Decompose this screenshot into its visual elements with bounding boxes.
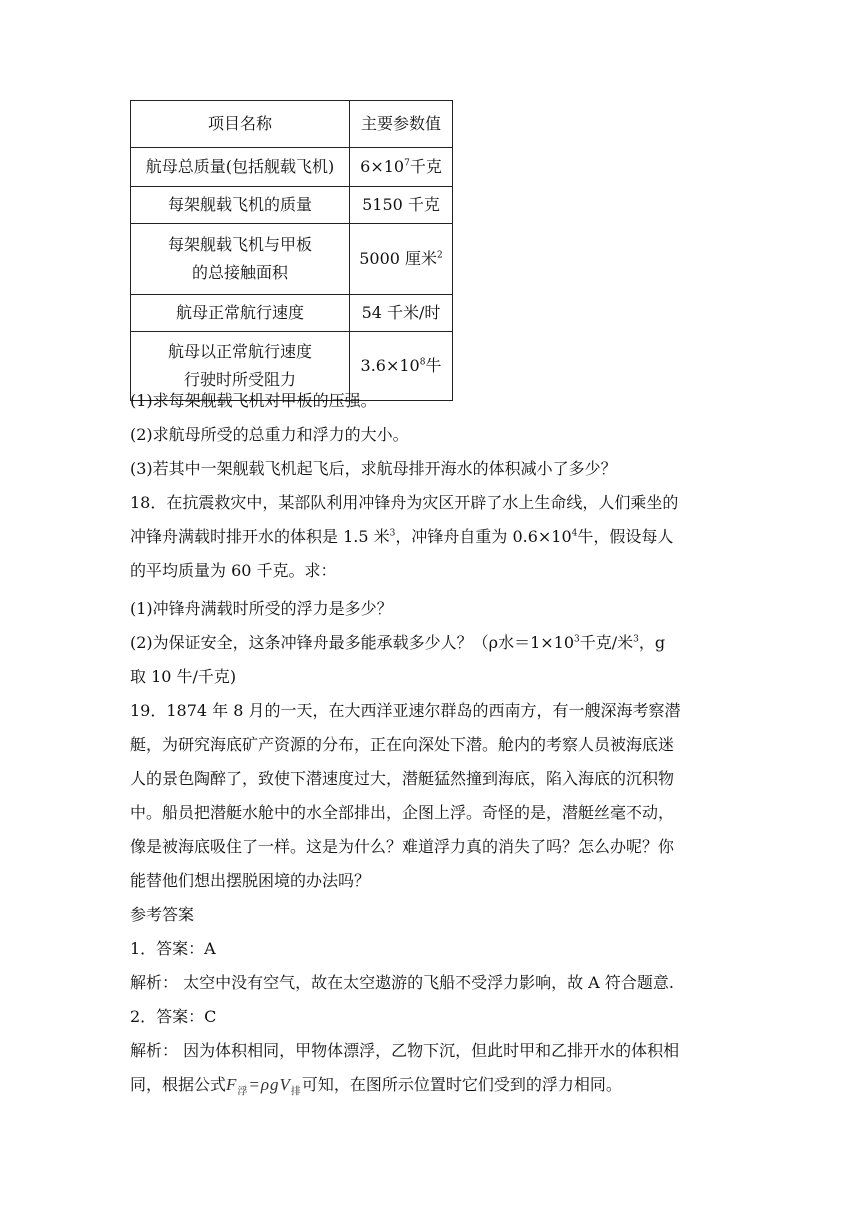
q19-line: 19．1874 年 8 月的一天，在大西洋亚速尔群岛的西南方，有一艘深海考察潜 (130, 701, 681, 720)
table-cell-name: 每架舰载飞机与甲板 的总接触面积 (131, 224, 350, 295)
q19-line: 能替他们想出摆脱困境的办法吗？ (130, 871, 371, 890)
answers-heading: 参考答案 (130, 905, 195, 924)
q17-sub3: (3)若其中一架舰载飞机起飞后，求航母排开海水的体积减小了多少？ (130, 459, 617, 478)
table-header-row (131, 101, 453, 148)
table-cell-name: 航母总质量(包括舰载飞机) (131, 148, 350, 187)
table-cell-name: 每架舰载飞机的质量 (131, 187, 350, 224)
buoyancy-formula: $F_浮=\rho gV_排$ (226, 1075, 302, 1098)
q18-sub2: (2)为保证安全，这条冲锋舟最多能承载多少人？（ρ水$=1\times 10^3$千克/米$^3$，g (130, 633, 666, 652)
table-cell-value: $6\times 10^7$千克 (350, 148, 453, 187)
table-cell-name: 航母正常航行速度 (131, 295, 350, 332)
q19-line: 艇，为研究海底矿产资源的分布，正在向深处下潜。舱内的考察人员被海底迷 (130, 735, 675, 754)
q18-line2: 冲锋舟满载时排开水的体积是 1.5 米$^3$，冲锋舟自重为 $0.6\times 10^4$牛，假设每人 (130, 527, 674, 546)
table-header-name: 项目名称 (131, 101, 350, 148)
table-cell-value: 54 千米/时 (350, 295, 453, 332)
q19-line: 中。船员把潜艇水舱中的水全部排出，企图上浮。奇怪的是，潜艇丝毫不动， (130, 803, 675, 822)
answer-2-analysis: 解析： 因为体积相同，甲物体漂浮，乙物下沉，但此时甲和乙排开水的体积相 (130, 1041, 680, 1060)
q18-sub2-cont: 取 10 牛/千克) (130, 667, 237, 686)
answer-1: 1．答案：A (130, 939, 216, 958)
table-cell-value: 5000 厘米$^2$ (350, 224, 453, 295)
q19-line: 像是被海底吸住了一样。这是为什么？难道浮力真的消失了吗？怎么办呢？你 (130, 837, 675, 856)
answer-2: 2．答案：C (130, 1007, 217, 1026)
table-row (131, 224, 453, 295)
table-row (131, 295, 453, 332)
parameter-table (130, 100, 453, 401)
table-cell-value: 5150 千克 (350, 187, 453, 224)
q19-line: 人的景色陶醉了，致使下潜速度过大，潜艇猛然撞到海底，陷入海底的沉积物 (130, 769, 675, 788)
answer-2-analysis-cont: 同，根据公式$F_浮=\rho gV_排$可知，在图所示位置时它们受到的浮力相同。 (130, 1074, 622, 1103)
table-cell-value: $3.6\times 10^8$牛 (350, 332, 453, 401)
table-cell-name: 航母以正常航行速度 行驶时所受阻力 (131, 332, 350, 401)
q18-line3: 的平均质量为 60 千克。求： (130, 561, 337, 580)
table-header-value: 主要参数值 (350, 101, 453, 148)
answer-1-analysis: 解析： 太空中没有空气，故在太空遨游的飞船不受浮力影响，故 A 符合题意. (130, 973, 674, 992)
table-row (131, 187, 453, 224)
q18-line1: 18．在抗震救灾中，某部队利用冲锋舟为灾区开辟了水上生命线，人们乘坐的 (130, 493, 679, 512)
table-row (131, 148, 453, 187)
q17-sub1: (1)求每架舰载飞机对甲板的压强。 (130, 391, 377, 410)
q17-sub2: (2)求航母所受的总重力和浮力的大小。 (130, 425, 409, 444)
q18-sub1: (1)冲锋舟满载时所受的浮力是多少？ (130, 599, 393, 618)
